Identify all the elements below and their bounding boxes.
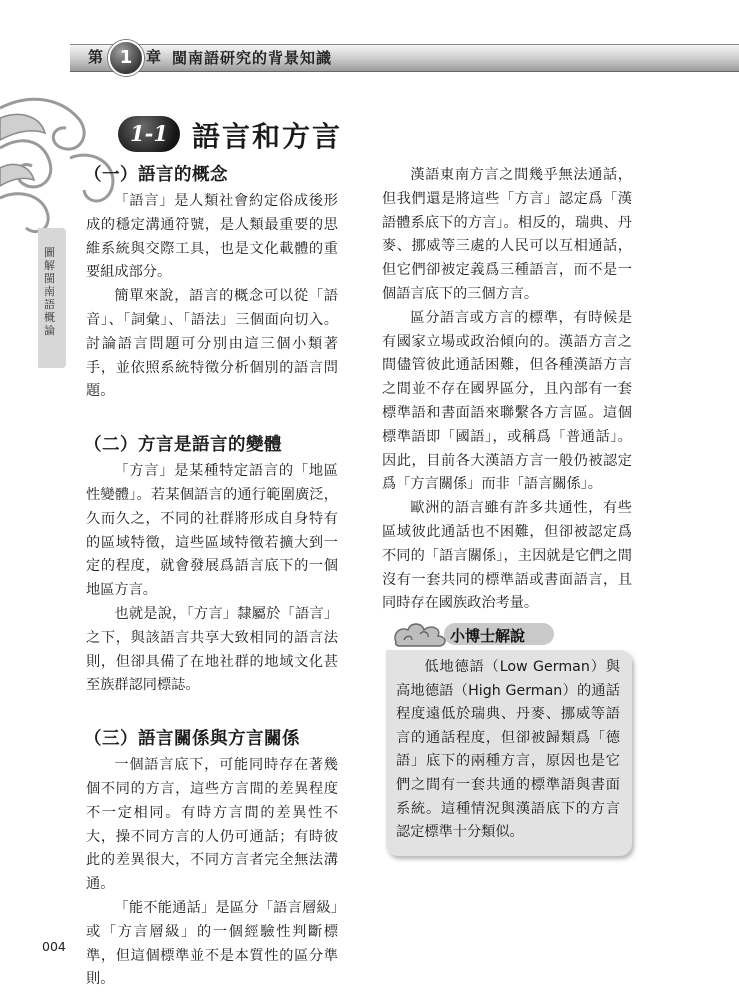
chapter-prefix: 第 bbox=[88, 48, 104, 66]
chapter-header-bar bbox=[70, 44, 739, 72]
paragraph: 歐洲的語言雖有許多共通性，有些區域彼此通話也不困難，但卻被認定爲不同的「語言關係」，主因就是它們之間沒有一套共同的標準語或書面語言，且同時存在國族政治考量。 bbox=[382, 500, 632, 612]
chapter-number-badge: 1 bbox=[108, 40, 144, 76]
paragraph: 也就是說，「方言」隸屬於「語言」之下，與該語言共享大致相同的語言法則，但卻具備了在地社群的地域文化甚至族群認同標誌。 bbox=[86, 605, 338, 694]
note-box-title: 小博士解說 bbox=[450, 627, 526, 645]
section-title: 語言和方言 bbox=[192, 120, 343, 153]
paragraph: 簡單來說，語言的概念可以從「語音」、「詞彙」、「語法」三個面向切入。討論語言問題可分別由這三個小類著手，並依照系統特徵分析個別的語言問題。 bbox=[86, 288, 338, 400]
heading-language-dialect-relations: （三）語言關係與方言關係 bbox=[84, 729, 300, 750]
side-tab bbox=[38, 228, 66, 368]
paragraph: 「語言」是人類社會約定俗成後形成的穩定溝通符號，是人類最重要的思維系統與交際工具，也是文化載體的重要組成部分。 bbox=[86, 193, 338, 281]
chapter-title: 閩南語研究的背景知識 bbox=[172, 49, 333, 67]
paragraph: 一個語言底下，可能同時存在著幾個不同的方言，這些方言間的差異程度不一定相同。有時方言間的差異性不大，操不同方言的人仍可通話；有時彼此的差異很大，不同方言者完全無法溝通。 bbox=[86, 757, 338, 893]
page-number: 004 bbox=[42, 939, 66, 954]
chapter-suffix: 章 bbox=[146, 48, 162, 66]
section-number-badge: 1-1 bbox=[118, 116, 180, 152]
paragraph: 「能不能通話」是區分「語言層級」或「方言層級」的一個經驗性判斷標準，但這個標準並不是本質性的區分準則。 bbox=[86, 899, 338, 988]
right-column bbox=[382, 164, 632, 616]
paragraph: 「方言」是某種特定語言的「地區性變體」。若某個語言的通行範圍廣泛，久而久之，不同的社群將形成自身特有的區域特徵，這些區域特徵若擴大到一定的程度，就會發展爲語言底下的一個地區方言。 bbox=[86, 463, 338, 599]
note-box-text: 低地德語（Low German）與高地德語（High German）的通話程度遠低於瑞典、丹麥、挪威等語言的通話程度，但卻被歸類爲「德語」底下的兩種方言，原因也是它們之間有一套共通的標準語與書面系統。這種情況與漢語底下的方言認定標準十分類似。 bbox=[396, 659, 620, 841]
left-column bbox=[86, 162, 338, 992]
heading-language-concept: （一）語言的概念 bbox=[84, 165, 228, 185]
note-box-body bbox=[386, 650, 632, 856]
paragraph: 區分語言或方言的標準，有時候是有國家立場或政治傾向的。漢語方言之間儘管彼此通話困難，但各種漢語方言之間並不存在國界區分，且內部有一套標準語和書面語來聯繫各方言區。這個標準語即「國語」，或稱爲「普通話」。因此，目前各大漢語方言一般仍被認定爲「方言關係」而非「語言關係」。 bbox=[382, 309, 632, 493]
cloud-ornament-icon bbox=[390, 620, 452, 650]
side-tab-label: 圖解閩南語概論 bbox=[44, 246, 55, 337]
heading-dialect-variant: （二）方言是語言的變體 bbox=[84, 435, 282, 456]
paragraph: 漢語東南方言之間幾乎無法通話，但我們還是將這些「方言」認定爲「漢語體系底下的方言」。相反的，瑞典、丹麥、挪威等三處的人民可以互相通話，但它們卻被定義爲三種語言，而不是一個語言底下的三個方言。 bbox=[382, 167, 632, 302]
